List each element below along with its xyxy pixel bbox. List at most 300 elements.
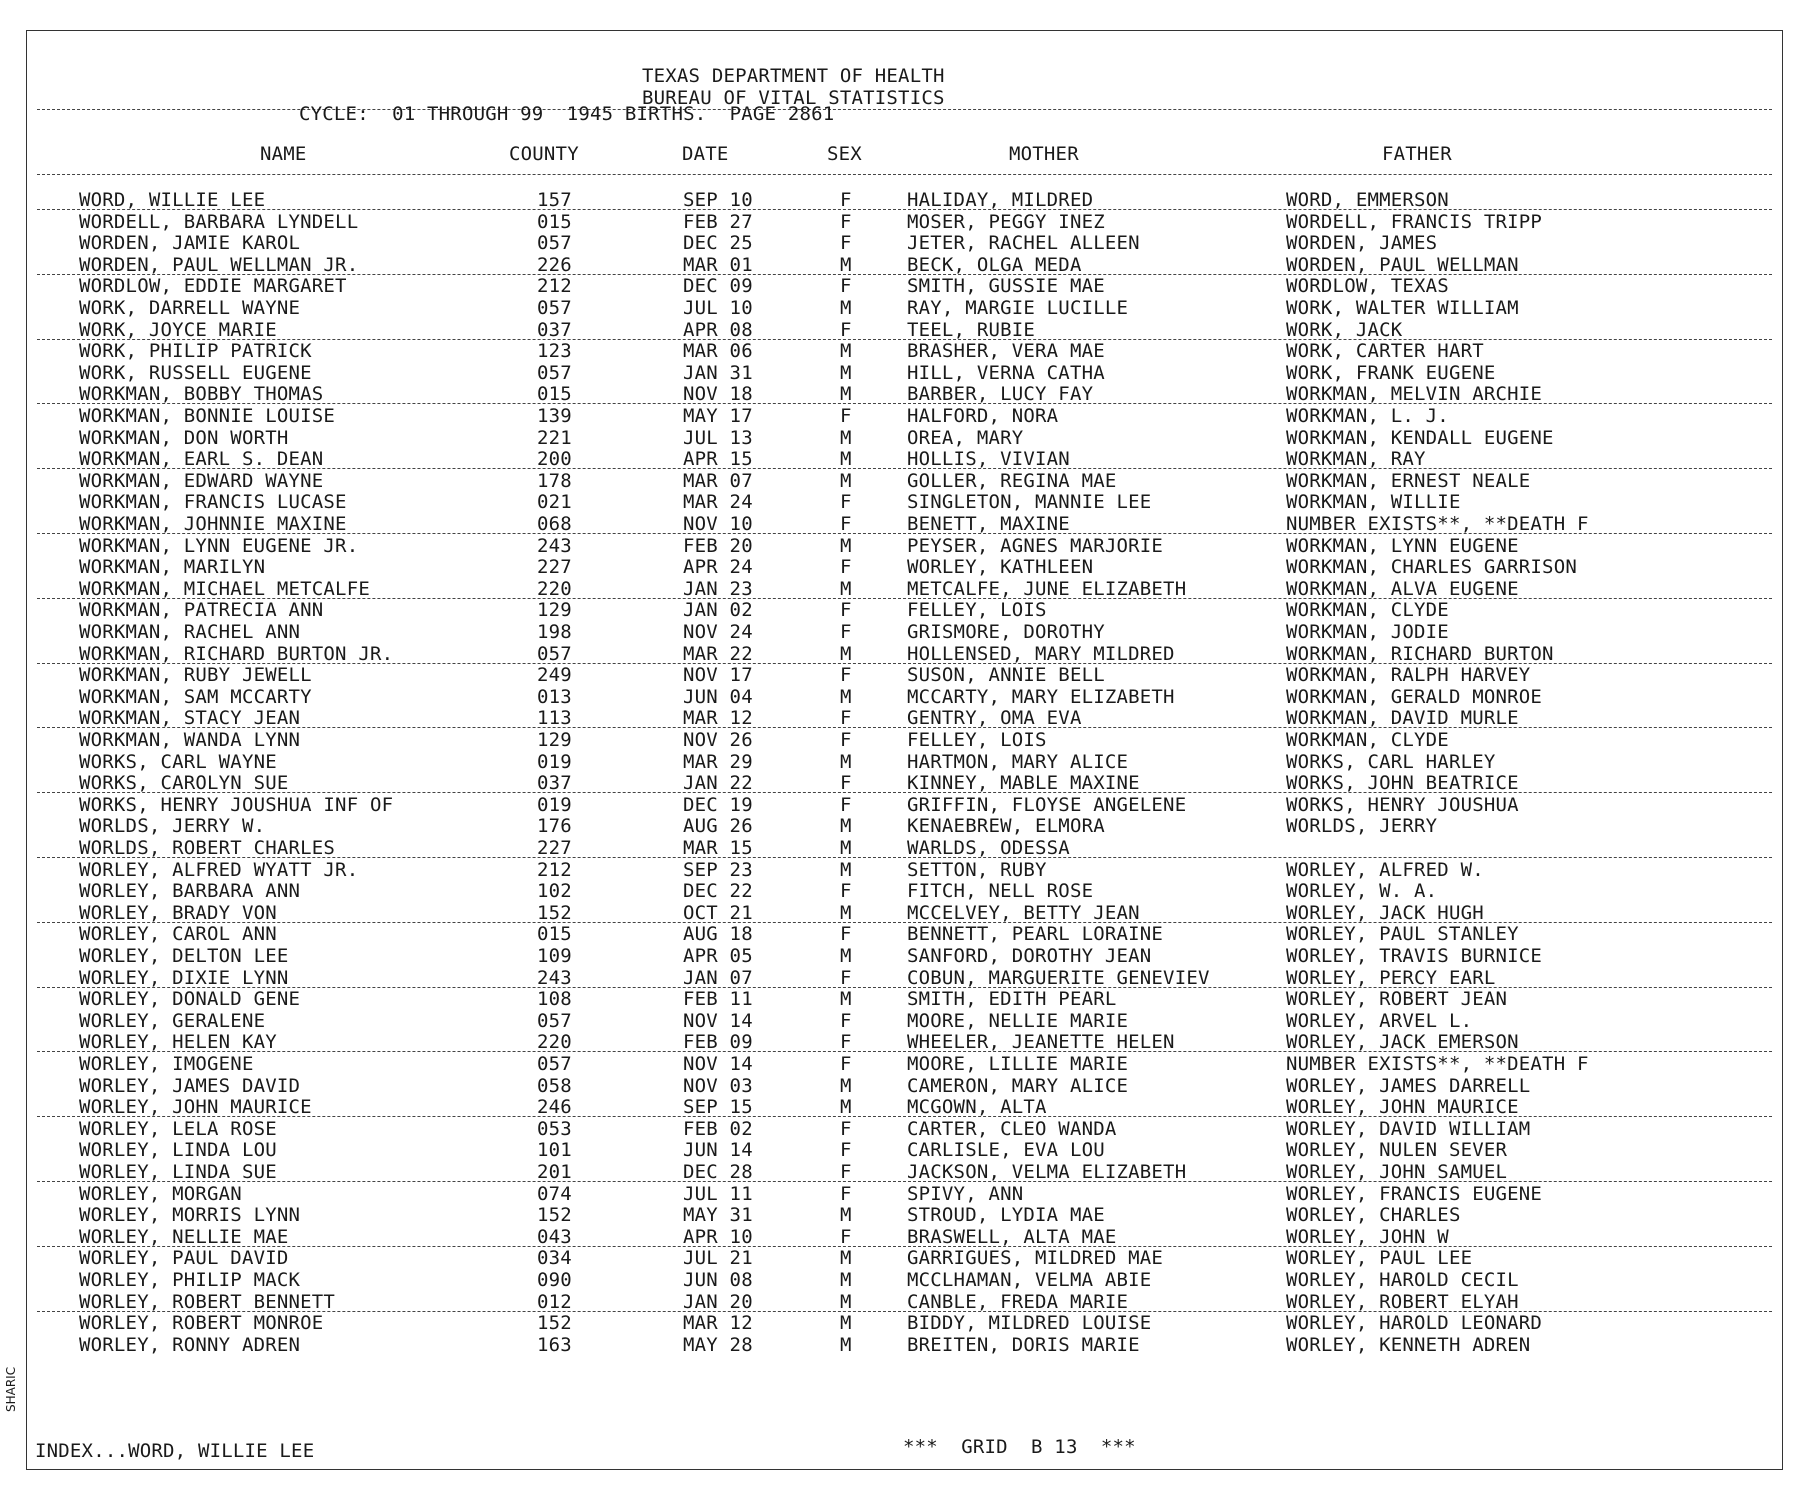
cell-date: NOV 17 bbox=[683, 664, 753, 687]
cell-father: WORLEY, DAVID WILLIAM bbox=[1286, 1117, 1531, 1140]
cell-county: 053 bbox=[537, 1117, 572, 1140]
cell-mother: HARTMON, MARY ALICE bbox=[907, 750, 1129, 773]
cell-name: WORLEY, ROBERT MONROE bbox=[79, 1312, 324, 1335]
cell-name: WORK, JOYCE MARIE bbox=[79, 318, 277, 341]
cell-mother: SUSON, ANNIE BELL bbox=[907, 664, 1105, 687]
cell-father: WORLEY, JACK EMERSON bbox=[1286, 1031, 1519, 1054]
cell-name: WORKMAN, BOBBY THOMAS bbox=[79, 383, 324, 406]
cell-name: WORLEY, DONALD GENE bbox=[79, 988, 301, 1011]
cell-father: WORLEY, KENNETH ADREN bbox=[1286, 1333, 1531, 1356]
cell-father: WORDEN, JAMES bbox=[1286, 232, 1438, 255]
cell-father: WORLEY, JOHN MAURICE bbox=[1286, 1096, 1519, 1119]
cell-name: WORLEY, GERALENE bbox=[79, 1009, 266, 1032]
cell-sex: F bbox=[840, 556, 852, 579]
cell-mother: HILL, VERNA CATHA bbox=[907, 361, 1105, 384]
cell-county: 108 bbox=[537, 988, 572, 1011]
cell-mother: JACKSON, VELMA ELIZABETH bbox=[907, 1161, 1187, 1183]
cell-mother: RAY, MARGIE LUCILLE bbox=[907, 297, 1129, 319]
footer-index: INDEX...WORD, WILLIE LEE bbox=[35, 1440, 315, 1462]
cell-father: WORLEY, FRANCIS EUGENE bbox=[1286, 1182, 1543, 1205]
cell-date: MAR 29 bbox=[683, 750, 753, 773]
cell-date: NOV 24 bbox=[683, 621, 753, 643]
cell-mother: GENTRY, OMA EVA bbox=[907, 707, 1082, 730]
cell-county: 198 bbox=[537, 621, 572, 643]
cell-name: WORKMAN, MICHAEL METCALFE bbox=[79, 577, 370, 600]
cell-sex: M bbox=[840, 945, 852, 967]
cell-county: 057 bbox=[537, 1009, 572, 1032]
cell-mother: JETER, RACHEL ALLEEN bbox=[907, 232, 1140, 255]
cell-mother: MOSER, PEGGY INEZ bbox=[907, 210, 1105, 233]
cell-father: NUMBER EXISTS**, **DEATH F bbox=[1286, 1053, 1589, 1075]
cell-date: FEB 20 bbox=[683, 534, 753, 557]
cell-mother: HALFORD, NORA bbox=[907, 405, 1059, 427]
cell-mother: KENAEBREW, ELMORA bbox=[907, 815, 1105, 838]
cell-name: WORKMAN, WANDA LYNN bbox=[79, 729, 301, 751]
cell-name: WORKMAN, JOHNNIE MAXINE bbox=[79, 513, 347, 535]
cell-name: WORLEY, DELTON LEE bbox=[79, 945, 289, 967]
header-title: TEXAS DEPARTMENT OF HEALTH bbox=[642, 65, 945, 87]
cell-county: 123 bbox=[537, 340, 572, 363]
cell-name: WORK, PHILIP PATRICK bbox=[79, 340, 312, 363]
cell-father: WORLEY, HAROLD CECIL bbox=[1286, 1269, 1519, 1291]
footer-grid: *** GRID B 13 *** bbox=[903, 1436, 1136, 1458]
cell-county: 220 bbox=[537, 577, 572, 600]
cell-date: SEP 23 bbox=[683, 858, 753, 881]
cell-sex: F bbox=[840, 599, 852, 622]
cell-mother: BECK, OLGA MEDA bbox=[907, 253, 1082, 276]
cell-father: WORKMAN, CLYDE bbox=[1286, 729, 1449, 751]
cell-name: WORLEY, DIXIE LYNN bbox=[79, 966, 289, 989]
cell-date: MAR 12 bbox=[683, 1312, 753, 1335]
cell-mother: CARLISLE, EVA LOU bbox=[907, 1139, 1105, 1162]
cell-sex: M bbox=[840, 383, 852, 406]
cell-father: WORLEY, PERCY EARL bbox=[1286, 966, 1496, 989]
cell-date: DEC 09 bbox=[683, 275, 753, 298]
cell-name: WORLEY, MORRIS LYNN bbox=[79, 1204, 301, 1227]
cell-father: WORLEY, TRAVIS BURNICE bbox=[1286, 945, 1543, 967]
cell-sex: M bbox=[840, 1333, 852, 1356]
cell-father: WORKMAN, ALVA EUGENE bbox=[1286, 577, 1519, 600]
cell-date: JAN 31 bbox=[683, 361, 753, 384]
cell-mother: OREA, MARY bbox=[907, 426, 1024, 449]
cell-sex: M bbox=[840, 837, 852, 859]
cell-county: 200 bbox=[537, 448, 572, 471]
cell-date: APR 15 bbox=[683, 448, 753, 471]
cell-date: JUN 14 bbox=[683, 1139, 753, 1162]
cell-county: 129 bbox=[537, 599, 572, 622]
cell-date: JAN 22 bbox=[683, 772, 753, 795]
cell-date: SEP 15 bbox=[683, 1096, 753, 1119]
cell-sex: F bbox=[840, 513, 852, 535]
cell-sex: F bbox=[840, 405, 852, 427]
cell-county: 109 bbox=[537, 945, 572, 967]
cell-name: WORKMAN, RICHARD BURTON JR. bbox=[79, 642, 394, 665]
cell-sex: F bbox=[840, 923, 852, 946]
cell-father: WORLEY, JACK HUGH bbox=[1286, 901, 1484, 924]
cell-county: 015 bbox=[537, 210, 572, 233]
cell-sex: M bbox=[840, 1247, 852, 1270]
cell-sex: F bbox=[840, 232, 852, 255]
cell-father: WORLEY, ARVEL L. bbox=[1286, 1009, 1473, 1032]
cell-county: 113 bbox=[537, 707, 572, 730]
cell-date: AUG 18 bbox=[683, 923, 753, 946]
cell-mother: CARTER, CLEO WANDA bbox=[907, 1117, 1117, 1140]
cell-mother: HOLLIS, VIVIAN bbox=[907, 448, 1070, 471]
cell-sex: F bbox=[840, 707, 852, 730]
cell-county: 015 bbox=[537, 383, 572, 406]
cell-date: AUG 26 bbox=[683, 815, 753, 838]
cell-mother: GARRIGUES, MILDRED MAE bbox=[907, 1247, 1164, 1270]
cell-county: 157 bbox=[537, 189, 572, 211]
cell-date: MAR 15 bbox=[683, 837, 753, 859]
cell-date: DEC 22 bbox=[683, 880, 753, 903]
cell-name: WORKS, CARL WAYNE bbox=[79, 750, 277, 773]
cell-name: WORKMAN, RUBY JEWELL bbox=[79, 664, 312, 687]
cell-name: WORKMAN, MARILYN bbox=[79, 556, 266, 579]
cell-sex: M bbox=[840, 750, 852, 773]
cell-father: WORKMAN, ERNEST NEALE bbox=[1286, 469, 1531, 492]
cell-sex: M bbox=[840, 340, 852, 363]
col-header-date: DATE bbox=[682, 143, 729, 165]
cell-father: WORK, CARTER HART bbox=[1286, 340, 1484, 363]
cell-father: WORKMAN, JODIE bbox=[1286, 621, 1449, 643]
cell-county: 220 bbox=[537, 1031, 572, 1054]
cell-sex: M bbox=[840, 361, 852, 384]
cell-date: APR 10 bbox=[683, 1225, 753, 1248]
cell-name: WORDLOW, EDDIE MARGARET bbox=[79, 275, 347, 298]
cell-date: NOV 14 bbox=[683, 1053, 753, 1075]
header-cycle: CYCLE: 01 THROUGH 99 1945 BIRTHS. PAGE 2861 bbox=[299, 103, 835, 125]
cell-mother: MOORE, NELLIE MARIE bbox=[907, 1009, 1129, 1032]
cell-date: NOV 03 bbox=[683, 1074, 753, 1097]
cell-sex: F bbox=[840, 664, 852, 687]
cell-county: 043 bbox=[537, 1225, 572, 1248]
cell-name: WORLEY, MORGAN bbox=[79, 1182, 242, 1205]
cell-county: 015 bbox=[537, 923, 572, 946]
cell-date: MAR 06 bbox=[683, 340, 753, 363]
cell-mother: GOLLER, REGINA MAE bbox=[907, 469, 1117, 492]
cell-mother: BENNETT, PEARL LORAINE bbox=[907, 923, 1164, 946]
header-subtitle: BUREAU OF VITAL STATISTICS bbox=[642, 87, 945, 109]
cell-father: WORLEY, HAROLD LEONARD bbox=[1286, 1312, 1543, 1335]
cell-name: WORKMAN, SAM MCCARTY bbox=[79, 685, 312, 708]
cell-sex: F bbox=[840, 491, 852, 514]
cell-father: WORLEY, PAUL STANLEY bbox=[1286, 923, 1519, 946]
cell-father: WORKMAN, RICHARD BURTON bbox=[1286, 642, 1554, 665]
cell-mother: METCALFE, JUNE ELIZABETH bbox=[907, 577, 1187, 600]
cell-date: JAN 23 bbox=[683, 577, 753, 600]
cell-mother: GRIFFIN, FLOYSE ANGELENE bbox=[907, 793, 1187, 816]
row-rule bbox=[37, 1246, 1772, 1247]
col-header-sex: SEX bbox=[827, 143, 862, 165]
cell-sex: M bbox=[840, 297, 852, 319]
cell-date: MAY 17 bbox=[683, 405, 753, 427]
cell-mother: CAMERON, MARY ALICE bbox=[907, 1074, 1129, 1097]
cell-county: 227 bbox=[537, 556, 572, 579]
cell-father: WORLEY, PAUL LEE bbox=[1286, 1247, 1473, 1270]
cell-father: NUMBER EXISTS**, **DEATH F bbox=[1286, 513, 1589, 535]
cell-father: WORKMAN, L. J. bbox=[1286, 405, 1449, 427]
cell-county: 101 bbox=[537, 1139, 572, 1162]
cell-date: MAR 24 bbox=[683, 491, 753, 514]
col-header-father: FATHER bbox=[1382, 143, 1452, 165]
cell-county: 057 bbox=[537, 361, 572, 384]
cell-name: WORLEY, PAUL DAVID bbox=[79, 1247, 289, 1270]
cell-county: 037 bbox=[537, 318, 572, 341]
side-label: SHARIC bbox=[4, 1366, 18, 1412]
cell-father: WORKMAN, GERALD MONROE bbox=[1286, 685, 1543, 708]
cell-sex: M bbox=[840, 253, 852, 276]
cell-mother: MCCARTY, MARY ELIZABETH bbox=[907, 685, 1175, 708]
cell-date: MAR 01 bbox=[683, 253, 753, 276]
cell-sex: F bbox=[840, 210, 852, 233]
cell-mother: BENETT, MAXINE bbox=[907, 513, 1070, 535]
cell-mother: WORLEY, KATHLEEN bbox=[907, 556, 1094, 579]
cell-name: WORKMAN, STACY JEAN bbox=[79, 707, 301, 730]
cell-mother: FITCH, NELL ROSE bbox=[907, 880, 1094, 903]
cell-date: APR 24 bbox=[683, 556, 753, 579]
cell-name: WORLEY, LINDA LOU bbox=[79, 1139, 277, 1162]
cell-sex: F bbox=[840, 621, 852, 643]
cell-county: 152 bbox=[537, 1204, 572, 1227]
cell-date: JUL 21 bbox=[683, 1247, 753, 1270]
cell-county: 012 bbox=[537, 1290, 572, 1313]
cell-name: WORK, DARRELL WAYNE bbox=[79, 297, 301, 319]
cell-date: FEB 02 bbox=[683, 1117, 753, 1140]
cell-father: WORKMAN, WILLIE bbox=[1286, 491, 1461, 514]
cell-county: 212 bbox=[537, 858, 572, 881]
cell-date: MAR 22 bbox=[683, 642, 753, 665]
document-page bbox=[26, 30, 1783, 1470]
cell-father: WORLEY, JOHN SAMUEL bbox=[1286, 1161, 1508, 1183]
cell-date: NOV 10 bbox=[683, 513, 753, 535]
cell-name: WORKS, CAROLYN SUE bbox=[79, 772, 289, 795]
cell-name: WORLEY, JOHN MAURICE bbox=[79, 1096, 312, 1119]
cell-mother: HALIDAY, MILDRED bbox=[907, 189, 1094, 211]
column-header-rule bbox=[37, 174, 1772, 175]
cell-sex: F bbox=[840, 1031, 852, 1054]
cell-mother: MCGOWN, ALTA bbox=[907, 1096, 1047, 1119]
cell-date: FEB 11 bbox=[683, 988, 753, 1011]
cell-name: WORD, WILLIE LEE bbox=[79, 189, 266, 211]
cell-mother: CANBLE, FREDA MARIE bbox=[907, 1290, 1129, 1313]
cell-father: WORKMAN, RAY bbox=[1286, 448, 1426, 471]
cell-county: 019 bbox=[537, 750, 572, 773]
cell-name: WORDEN, PAUL WELLMAN JR. bbox=[79, 253, 359, 276]
cell-mother: WHEELER, JEANETTE HELEN bbox=[907, 1031, 1175, 1054]
cell-county: 212 bbox=[537, 275, 572, 298]
cell-county: 057 bbox=[537, 232, 572, 255]
cell-name: WORLEY, ALFRED WYATT JR. bbox=[79, 858, 359, 881]
cell-date: MAY 28 bbox=[683, 1333, 753, 1356]
cell-date: JUN 04 bbox=[683, 685, 753, 708]
cell-sex: M bbox=[840, 1269, 852, 1291]
cell-county: 178 bbox=[537, 469, 572, 492]
cell-father: WORKMAN, DAVID MURLE bbox=[1286, 707, 1519, 730]
cell-father: WORKMAN, LYNN EUGENE bbox=[1286, 534, 1519, 557]
cell-county: 243 bbox=[537, 966, 572, 989]
cell-name: WORLEY, BRADY VON bbox=[79, 901, 277, 924]
cell-date: DEC 28 bbox=[683, 1161, 753, 1183]
col-header-county: COUNTY bbox=[509, 143, 579, 165]
cell-sex: M bbox=[840, 1096, 852, 1119]
cell-name: WORLDS, JERRY W. bbox=[79, 815, 266, 838]
cell-father: WORLEY, ROBERT JEAN bbox=[1286, 988, 1508, 1011]
cell-father: WORKMAN, MELVIN ARCHIE bbox=[1286, 383, 1543, 406]
cell-mother: HOLLENSED, MARY MILDRED bbox=[907, 642, 1175, 665]
cell-mother: COBUN, MARGUERITE GENEVIEV bbox=[907, 966, 1210, 989]
cell-mother: FELLEY, LOIS bbox=[907, 599, 1047, 622]
cell-name: WORKMAN, RACHEL ANN bbox=[79, 621, 301, 643]
cell-sex: F bbox=[840, 189, 852, 211]
cell-sex: M bbox=[840, 642, 852, 665]
cell-date: APR 05 bbox=[683, 945, 753, 967]
cell-mother: MCCELVEY, BETTY JEAN bbox=[907, 901, 1140, 924]
cell-sex: M bbox=[840, 1074, 852, 1097]
cell-county: 058 bbox=[537, 1074, 572, 1097]
cell-father: WORLEY, JOHN W bbox=[1286, 1225, 1449, 1248]
cell-father: WORLEY, W. A. bbox=[1286, 880, 1438, 903]
cell-father: WORLEY, ROBERT ELYAH bbox=[1286, 1290, 1519, 1313]
cell-mother: STROUD, LYDIA MAE bbox=[907, 1204, 1105, 1227]
cell-mother: BRASHER, VERA MAE bbox=[907, 340, 1105, 363]
cell-name: WORDEN, JAMIE KAROL bbox=[79, 232, 301, 255]
cell-sex: F bbox=[840, 1117, 852, 1140]
cell-father: WORDEN, PAUL WELLMAN bbox=[1286, 253, 1519, 276]
cell-name: WORLEY, IMOGENE bbox=[79, 1053, 254, 1075]
cell-date: MAY 31 bbox=[683, 1204, 753, 1227]
cell-sex: F bbox=[840, 966, 852, 989]
cell-sex: M bbox=[840, 1290, 852, 1313]
cell-county: 057 bbox=[537, 297, 572, 319]
cell-date: JAN 07 bbox=[683, 966, 753, 989]
cell-sex: M bbox=[840, 685, 852, 708]
cell-county: 090 bbox=[537, 1269, 572, 1291]
cell-county: 243 bbox=[537, 534, 572, 557]
cell-name: WORLDS, ROBERT CHARLES bbox=[79, 837, 336, 859]
cell-sex: M bbox=[840, 426, 852, 449]
cell-county: 163 bbox=[537, 1333, 572, 1356]
cell-county: 226 bbox=[537, 253, 572, 276]
cell-sex: F bbox=[840, 1182, 852, 1205]
cell-father: WORK, WALTER WILLIAM bbox=[1286, 297, 1519, 319]
cell-mother: SANFORD, DOROTHY JEAN bbox=[907, 945, 1152, 967]
cell-father: WORLEY, NULEN SEVER bbox=[1286, 1139, 1508, 1162]
cell-county: 057 bbox=[537, 1053, 572, 1075]
cell-name: WORLEY, RONNY ADREN bbox=[79, 1333, 301, 1356]
cell-sex: M bbox=[840, 1312, 852, 1335]
cell-mother: SPIVY, ANN bbox=[907, 1182, 1024, 1205]
cell-county: 152 bbox=[537, 901, 572, 924]
cell-date: JAN 02 bbox=[683, 599, 753, 622]
cell-county: 034 bbox=[537, 1247, 572, 1270]
cell-date: APR 08 bbox=[683, 318, 753, 341]
cell-county: 021 bbox=[537, 491, 572, 514]
cell-father: WORKMAN, KENDALL EUGENE bbox=[1286, 426, 1554, 449]
cell-name: WORLEY, LINDA SUE bbox=[79, 1161, 277, 1183]
cell-sex: F bbox=[840, 1161, 852, 1183]
cell-sex: M bbox=[840, 469, 852, 492]
cell-county: 074 bbox=[537, 1182, 572, 1205]
cell-date: JAN 20 bbox=[683, 1290, 753, 1313]
col-header-mother: MOTHER bbox=[1009, 143, 1079, 165]
cell-county: 013 bbox=[537, 685, 572, 708]
cell-name: WORLEY, JAMES DAVID bbox=[79, 1074, 301, 1097]
cell-mother: SETTON, RUBY bbox=[907, 858, 1047, 881]
cell-father: WORKMAN, RALPH HARVEY bbox=[1286, 664, 1531, 687]
cell-date: NOV 18 bbox=[683, 383, 753, 406]
cell-father: WORK, FRANK EUGENE bbox=[1286, 361, 1496, 384]
cell-father: WORKS, HENRY JOUSHUA bbox=[1286, 793, 1519, 816]
cell-name: WORKMAN, PATRECIA ANN bbox=[79, 599, 324, 622]
cell-date: JUL 10 bbox=[683, 297, 753, 319]
cell-father: WORKS, JOHN BEATRICE bbox=[1286, 772, 1519, 795]
cell-name: WORLEY, BARBARA ANN bbox=[79, 880, 301, 903]
cell-date: FEB 09 bbox=[683, 1031, 753, 1054]
cell-county: 201 bbox=[537, 1161, 572, 1183]
cell-mother: KINNEY, MABLE MAXINE bbox=[907, 772, 1140, 795]
cell-date: SEP 10 bbox=[683, 189, 753, 211]
cell-county: 249 bbox=[537, 664, 572, 687]
cell-sex: F bbox=[840, 1053, 852, 1075]
cell-county: 057 bbox=[537, 642, 572, 665]
cell-mother: BIDDY, MILDRED LOUISE bbox=[907, 1312, 1152, 1335]
cell-name: WORLEY, CAROL ANN bbox=[79, 923, 277, 946]
cell-mother: SMITH, GUSSIE MAE bbox=[907, 275, 1105, 298]
cell-father: WORD, EMMERSON bbox=[1286, 189, 1449, 211]
cell-county: 221 bbox=[537, 426, 572, 449]
cell-mother: GRISMORE, DOROTHY bbox=[907, 621, 1105, 643]
cell-mother: BARBER, LUCY FAY bbox=[907, 383, 1094, 406]
cell-name: WORKMAN, FRANCIS LUCASE bbox=[79, 491, 347, 514]
cell-name: WORKS, HENRY JOUSHUA INF OF bbox=[79, 793, 394, 816]
cell-sex: F bbox=[840, 772, 852, 795]
cell-mother: MCCLHAMAN, VELMA ABIE bbox=[907, 1269, 1152, 1291]
cell-father: WORDLOW, TEXAS bbox=[1286, 275, 1449, 298]
cell-sex: F bbox=[840, 275, 852, 298]
col-header-name: NAME bbox=[260, 143, 307, 165]
cell-county: 037 bbox=[537, 772, 572, 795]
cell-date: FEB 27 bbox=[683, 210, 753, 233]
cell-county: 019 bbox=[537, 793, 572, 816]
cell-father: WORKS, CARL HARLEY bbox=[1286, 750, 1496, 773]
cell-mother: BREITEN, DORIS MARIE bbox=[907, 1333, 1140, 1356]
cell-father: WORKMAN, CLYDE bbox=[1286, 599, 1449, 622]
cell-name: WORKMAN, DON WORTH bbox=[79, 426, 289, 449]
cell-name: WORLEY, ROBERT BENNETT bbox=[79, 1290, 336, 1313]
cell-date: JUL 11 bbox=[683, 1182, 753, 1205]
cell-date: JUL 13 bbox=[683, 426, 753, 449]
cell-sex: M bbox=[840, 448, 852, 471]
cell-county: 152 bbox=[537, 1312, 572, 1335]
cell-county: 102 bbox=[537, 880, 572, 903]
cell-father: WORLEY, ALFRED W. bbox=[1286, 858, 1484, 881]
cell-name: WORKMAN, EDWARD WAYNE bbox=[79, 469, 324, 492]
cell-name: WORKMAN, LYNN EUGENE JR. bbox=[79, 534, 359, 557]
cell-date: OCT 21 bbox=[683, 901, 753, 924]
cell-father: WORLDS, JERRY bbox=[1286, 815, 1438, 838]
cell-father: WORK, JACK bbox=[1286, 318, 1403, 341]
cell-county: 176 bbox=[537, 815, 572, 838]
cell-county: 227 bbox=[537, 837, 572, 859]
cell-sex: F bbox=[840, 880, 852, 903]
cell-sex: M bbox=[840, 858, 852, 881]
cell-name: WORLEY, PHILIP MACK bbox=[79, 1269, 301, 1291]
cell-mother: SMITH, EDITH PEARL bbox=[907, 988, 1117, 1011]
cell-name: WORK, RUSSELL EUGENE bbox=[79, 361, 312, 384]
cell-county: 068 bbox=[537, 513, 572, 535]
cell-sex: M bbox=[840, 577, 852, 600]
